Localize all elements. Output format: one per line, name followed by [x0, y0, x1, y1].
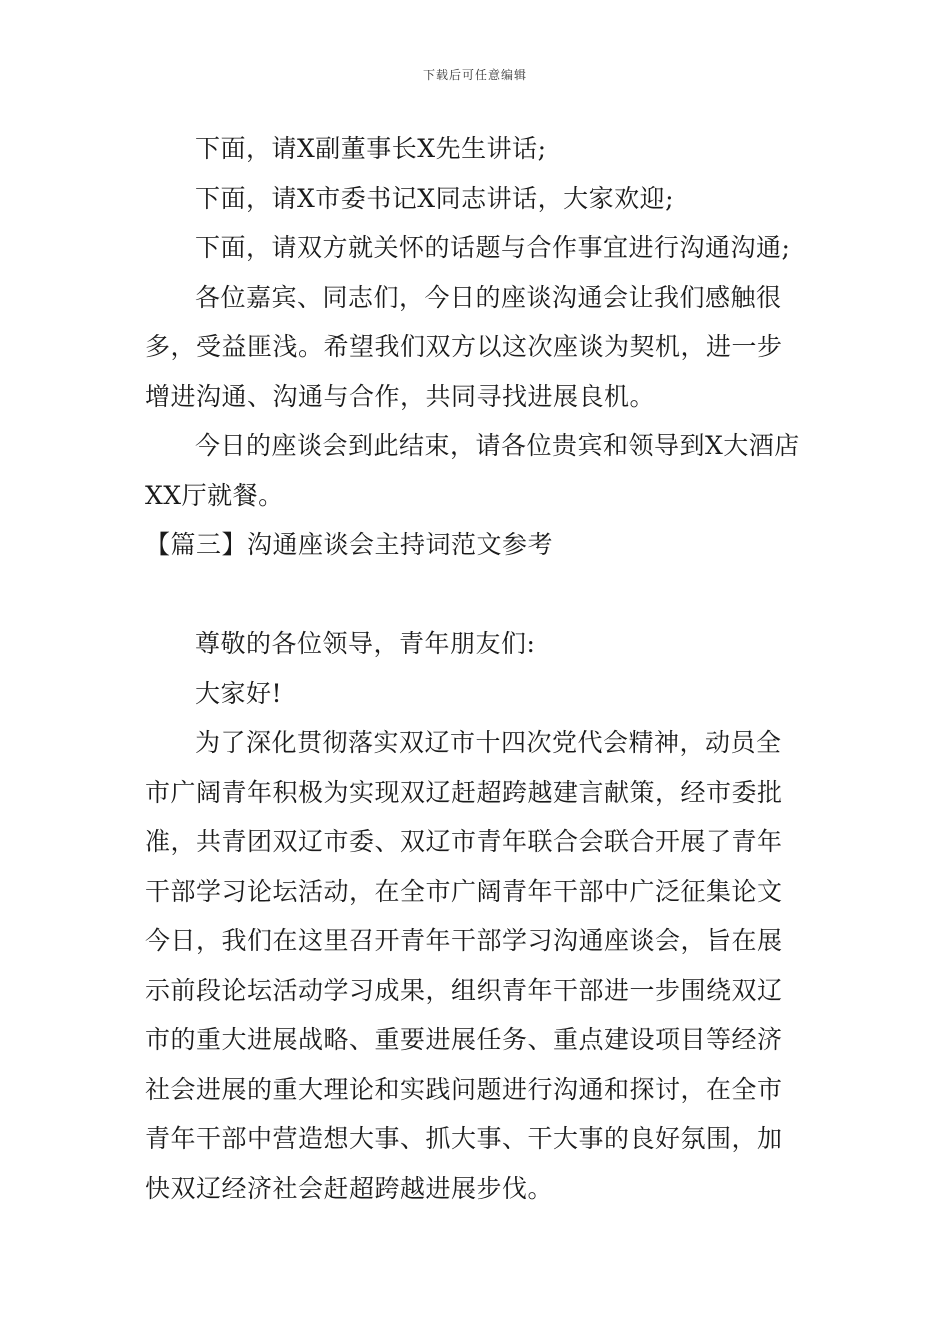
- greeting-line: 大家好!: [195, 678, 283, 708]
- paragraph-line: 今日的座谈会到此结束，请各位贵宾和领导到X大酒店: [195, 431, 800, 460]
- paragraph-line: 下面，请双方就关怀的话题与合作事宜进行沟通沟通;: [195, 233, 791, 262]
- paragraph-line: 干部学习论坛活动，在全市广阔青年干部中广泛征集论文: [145, 876, 783, 906]
- paragraph-line: 青年干部中营造想大事、抓大事、干大事的良好氛围，加: [145, 1124, 783, 1153]
- paragraph-line: 今日，我们在这里召开青年干部学习沟通座谈会，旨在展: [145, 926, 783, 955]
- page-header-note: 下载后可任意编辑: [422, 68, 527, 82]
- paragraph-line: 市广阔青年积极为实现双辽赶超跨越建言献策，经市委批: [145, 777, 783, 807]
- paragraph-line: 各位嘉宾、同志们，今日的座谈沟通会让我们感触很: [195, 282, 782, 312]
- document-body: [145, 124, 810, 1213]
- paragraph-line: 多，受益匪浅。希望我们双方以这次座谈为契机，进一步: [145, 332, 783, 361]
- section-heading: 【篇三】沟通座谈会主持词范文参考: [145, 530, 554, 559]
- paragraph-line: 社会进展的重大理论和实践问题进行沟通和探讨，在全市: [145, 1074, 783, 1104]
- paragraph-line: 下面，请X副董事长X先生讲话;: [195, 134, 547, 163]
- blank-line: [145, 570, 810, 620]
- paragraph-line: 快双辽经济社会赶超跨越进展步伐。: [145, 1173, 554, 1203]
- paragraph-line: XX厅就餐。: [145, 480, 284, 510]
- paragraph-line: 准，共青团双辽市委、双辽市青年联合会联合开展了青年: [145, 827, 783, 856]
- paragraph-line: 增进沟通、沟通与合作，共同寻找进展良机。: [145, 381, 656, 411]
- paragraph-line: 市的重大进展战略、重要进展任务、重点建设项目等经济: [145, 1025, 783, 1054]
- paragraph-line: 示前段论坛活动学习成果，组织青年干部进一步围绕双辽: [145, 975, 783, 1005]
- salutation-line: 尊敬的各位领导，青年朋友们:: [195, 629, 536, 658]
- paragraph-line: 下面，请X市委书记X同志讲话，大家欢迎;: [195, 183, 675, 213]
- paragraph-line: 为了深化贯彻落实双辽市十四次党代会精神，动员全: [195, 728, 782, 757]
